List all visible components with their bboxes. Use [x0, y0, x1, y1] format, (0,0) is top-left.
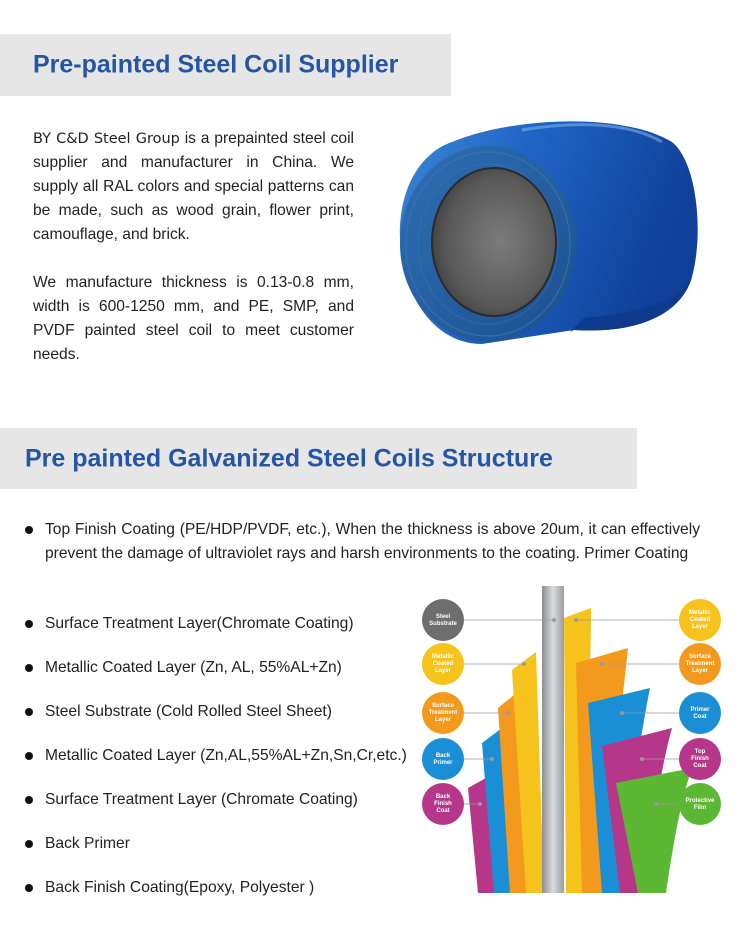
svg-text:Treatment: Treatment [685, 661, 715, 667]
section-banner-structure [0, 428, 637, 489]
label-metallic-coated-right [679, 599, 721, 641]
section-banner-supplier [0, 34, 451, 96]
bullet-icon [25, 884, 33, 892]
svg-text:Layer: Layer [691, 624, 709, 630]
svg-text:Metallic: Metallic [688, 610, 712, 616]
svg-text:Substrate: Substrate [429, 621, 457, 627]
svg-text:Layer: Layer [434, 668, 452, 674]
svg-text:Finish: Finish [691, 756, 709, 762]
svg-text:Treatment: Treatment [428, 710, 458, 716]
svg-text:Protective: Protective [685, 798, 715, 804]
bullet-icon [25, 752, 33, 760]
steel-coil-image [392, 112, 712, 348]
label-top-finish-coat [679, 738, 721, 780]
section-title-supplier: Pre-painted Steel Coil Supplier [33, 50, 399, 79]
bullet-icon [25, 840, 33, 848]
label-protective-film [679, 783, 721, 825]
svg-text:Metallic: Metallic [431, 654, 455, 660]
svg-text:Steel: Steel [435, 614, 451, 620]
coating-layers-diagram [416, 578, 726, 898]
svg-text:Coat: Coat [436, 808, 450, 814]
svg-text:Surface: Surface [688, 654, 712, 660]
intro-paragraph-1 [33, 127, 354, 247]
intro-paragraph-2-text: We manufacture thickness is 0.13-0.8 mm, width is 600-1250 mm, and PE, SMP, and PVDF painted steel coil to meet customer needs. [33, 274, 354, 363]
svg-text:Finish: Finish [434, 801, 452, 807]
label-steel-substrate [422, 599, 464, 641]
bullet-icon [25, 708, 33, 716]
svg-text:Film: Film [693, 805, 707, 811]
svg-text:Back: Back [435, 794, 451, 800]
bullet-icon [25, 620, 33, 628]
label-back-primer [422, 738, 464, 780]
layer-band-steel [542, 586, 564, 893]
label-primer-coat [679, 692, 721, 734]
svg-text:Coat: Coat [693, 763, 707, 769]
bullet-icon [25, 526, 33, 534]
svg-text:Back: Back [435, 753, 451, 759]
label-surface-treatment-left [422, 692, 464, 734]
svg-text:Surface: Surface [431, 703, 455, 709]
brand-name: BY C&D Steel Group [33, 131, 180, 147]
svg-text:Primer: Primer [433, 760, 453, 766]
svg-text:Layer: Layer [434, 717, 452, 723]
label-back-finish-coat [422, 783, 464, 825]
svg-text:Top: Top [694, 749, 706, 755]
intro-paragraph-1-text: is a prepainted steel coil supplier and manufacturer in China. We supply all RAL colors and special patterns can be made, such as wood grain, flower print, camouflage, and brick. [33, 130, 354, 243]
svg-text:Coated: Coated [689, 617, 711, 623]
svg-text:Coated: Coated [432, 661, 454, 667]
intro-paragraph-2 [33, 271, 354, 367]
svg-text:Coat: Coat [693, 714, 707, 720]
label-surface-treatment-right [679, 643, 721, 685]
svg-text:Primer: Primer [690, 707, 710, 713]
bullet-icon [25, 796, 33, 804]
label-metallic-coated-left [422, 643, 464, 685]
section-title-structure: Pre painted Galvanized Steel Coils Structure [25, 444, 553, 472]
svg-text:Layer: Layer [691, 668, 709, 674]
bullet-icon [25, 664, 33, 672]
